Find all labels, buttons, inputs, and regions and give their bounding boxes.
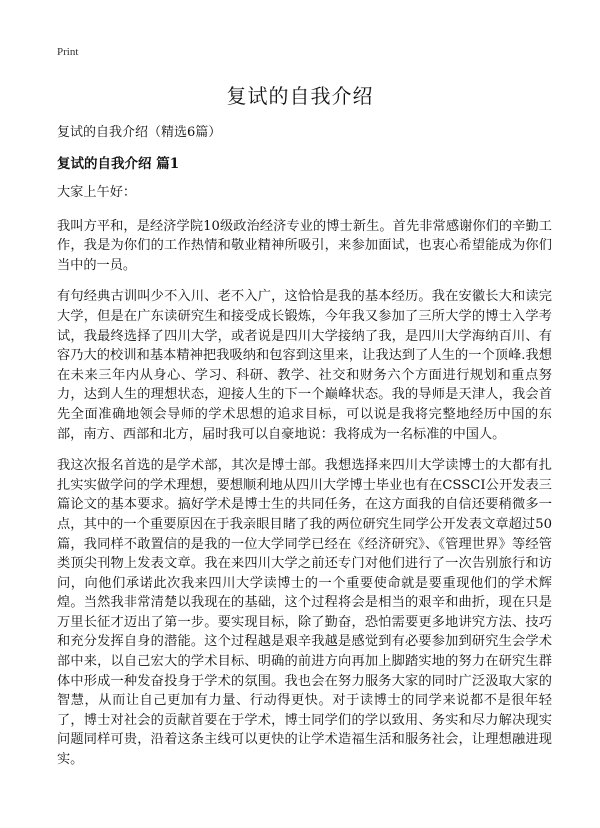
paragraph-introduction: 我叫方平和，是经济学院10级政治经济专业的博士新生。首先非常感谢你们的辛勤工作，我是为你们的工作热情和敬业精神所吸引，来参加面试，也衷心希望能成为你们当中的一员。 <box>57 218 552 273</box>
section-heading: 复试的自我介绍 篇1 <box>57 156 180 172</box>
document-body <box>57 124 552 782</box>
page-title: 复试的自我介绍 <box>226 84 374 108</box>
document-subtitle: 复试的自我介绍（精选6篇） <box>57 125 222 140</box>
greeting: 大家上午好： <box>57 185 137 200</box>
paragraph-academic-goals: 我这次报名首选的是学术部，其次是博士部。我想选择来四川大学读博士的大都有扎扎实实做学问的学术理想，要想顺利地从四川大学博士毕业也有在CSSCI公开发表三篇论文的基本要求。搞好学术是博士生的共同任务，在这方面我的自信还要稍微多一点，其中的一个重要原因在于我亲眼目睹了我的两位研究生同学公开发表文章超过50篇，我同样不敢置信的是我的一位大学同学已经在《经济研究》、《管理世界》等经管类顶尖刊物上发表文章。我在来四川大学之前还专门对他们进行了一次告别旅行和访问，向他们承诺此次我来四川大学读博士的一个重要使命就是要重现他们的学术辉煌。当然我非常清楚以我现在的基础，这个过程将会是相当的艰辛和曲折，现在只是万里长征才迈出了第一步。要实现目标，除了勤奋，恐怕需要更多地讲究方法、技巧和充分发挥自身的潜能。这个过程越是艰辛我越是感觉到有必要参加到研究生会学术部中来，以自己宏大的学术目标、明确的前进方向再加上脚踏实地的努力在研究生群体中形成一种发奋投身于学术的氛围。我也会在努力服务大家的同时广泛汲取大家的智慧，从而让自己更加有力量、行动得更快。对于读博士的同学来说都不是很年轻了，博士对社会的贡献首要在于学术，博士同学们的学以致用、务实和尽力解决现实问题同样可贵，沿着这条主线可以更快的让学术造福生活和服务社会，让理想融进现实。 <box>57 458 552 768</box>
print-link[interactable]: Print <box>57 46 79 58</box>
paragraph-background: 有句经典古训叫少不入川、老不入广，这恰恰是我的基本经历。我在安徽长大和读完大学，但是在广东读研究生和接受成长锻炼，今年我又参加了三所大学的博士入学考试，我最终选择了四川大学，或者说是四川大学接纳了我，是四川大学海纳百川、有容乃大的校训和基本精神把我吸纳和包容到这里来，让我达到了人生的一个顶峰.我想在未来三年内从身心、学习、科研、教学、社交和财务六个方面进行规划和重点努力，达到人生的理想状态，迎接人生的下一个巅峰状态。我的导师是天津人，我会首先全面准确地领会导师的学术思想的追求目标，可以说是我将完整地经历中国的东部，南方、西部和北方，届时我可以自豪地说：我将成为一名标准的中国人。 <box>57 289 552 442</box>
